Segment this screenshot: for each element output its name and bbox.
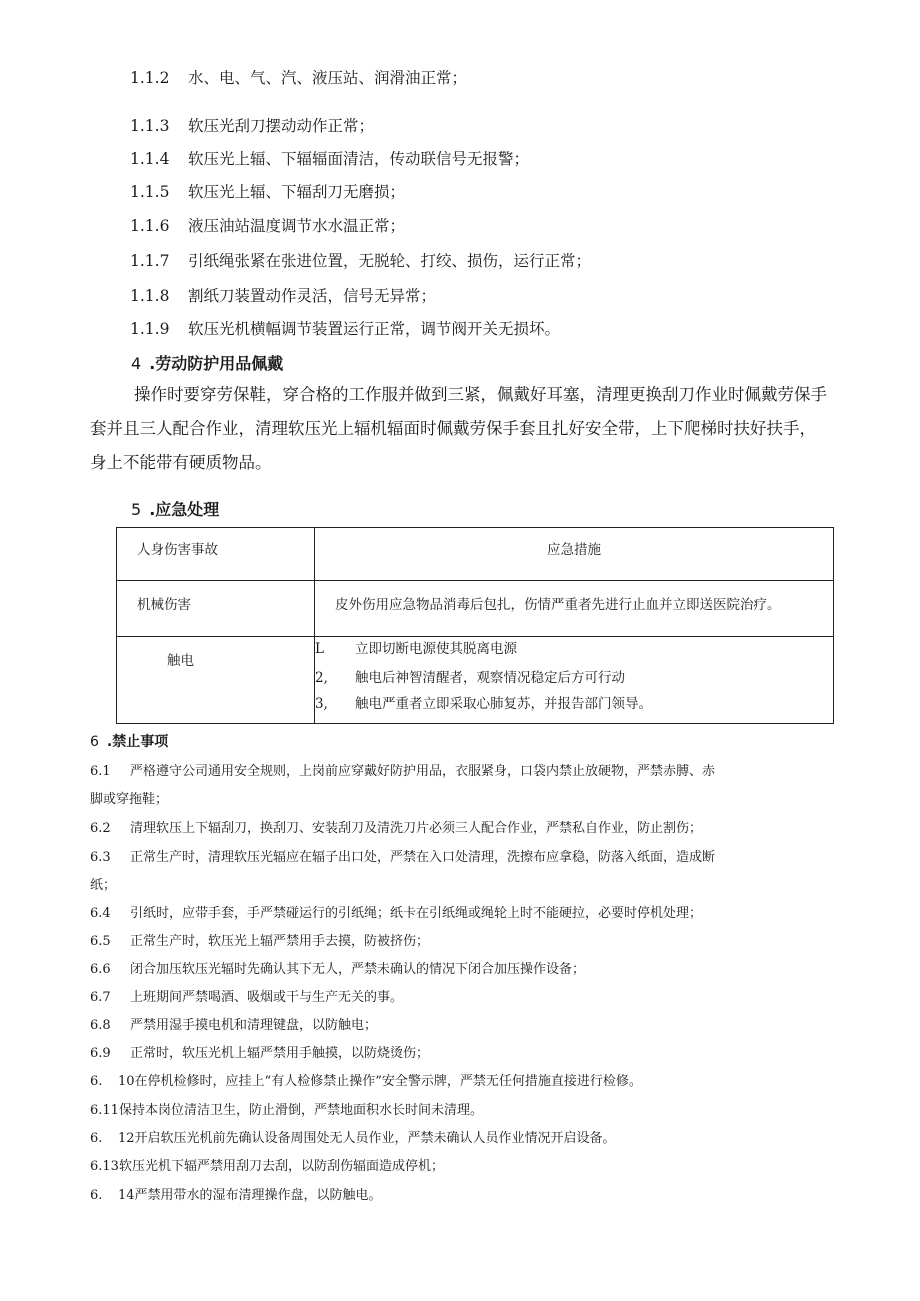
item-number: 6.4 [90,906,111,921]
header-cell: 人身伤害事故 [117,528,315,581]
injury-type-cell: 触电 [117,637,315,724]
item-text: 严禁用湿手摸电机和清理键盘，以防触电； [130,1018,378,1033]
section-title: .劳动防护用品佩戴 [149,354,284,373]
item-number: 1.1.8 [130,287,170,305]
item-number: 6.1 [90,764,111,779]
item-text: 14严禁用带水的湿布清理操作盘，以防触电。 [118,1188,382,1203]
item-number: 6.7 [90,990,111,1005]
prohibition-item [90,902,702,921]
measure-cell: 皮外伤用应急物品消毒后包扎，伤情严重者先进行止血并立即送医院治疗。 [315,581,834,637]
checklist-item [130,284,436,306]
item-number: 1.1.6 [130,217,170,235]
item-text: 正常生产时，清理软压光辐应在辐子出口处，严禁在入口处清理，洗擦布应拿稳，防落入纸面，造成断 [130,850,716,865]
step-text: 立即切断电源使其脱离电源 [355,641,517,657]
paragraph-line: 套并且三人配合作业，清理软压光上辐机辐面时佩戴劳保手套且扎好安全带，上下爬梯时扶好扶手， [90,419,816,438]
item-number: 6. [90,1131,103,1146]
checklist-item [130,317,560,339]
prohibition-item [90,1014,377,1033]
prohibition-continuation: 纸； [90,878,117,893]
checklist-item [130,147,529,169]
item-text: 12开启软压光机前先确认设备周围处无人员作业，严禁未确认人员作业情况开启设备。 [118,1131,616,1146]
prohibition-item: 6.13软压光机下辐严禁用刮刀去刮，以防刮伤辐面造成停机； [90,1159,444,1174]
checklist-item [130,249,591,271]
checklist-item [130,66,467,88]
item-text: 软压光上辐、下辐辐面清洁，传动联信号无报警； [188,150,530,168]
measure-cell [315,637,834,724]
prohibition-item [90,958,585,977]
step-mark: L [315,641,324,657]
injury-type-cell: 机械伤害 [117,581,315,637]
prohibition-item [90,760,715,779]
ppe-paragraph [90,378,860,480]
item-number: 6. [90,1188,103,1203]
section-number: 4 [131,354,142,373]
item-text: 严格遵守公司通用安全规则，上岗前应穿戴好防护用品，衣服紧身，口袋内禁止放硬物，严禁赤膊、赤 [130,764,716,779]
step-mark: 3, [315,696,328,712]
measure-step [315,691,833,717]
item-number: 6.3 [90,850,111,865]
item-text: 液压油站温度调节水水温正常； [188,217,406,235]
table-header-row [117,528,834,581]
item-number: 6.5 [90,934,111,949]
item-number: 1.1.9 [130,320,170,338]
item-number: 6.2 [90,821,111,836]
measure-step [315,639,833,665]
item-text: 正常生产时，软压光上辐严禁用手去摸，防被挤伤； [130,934,430,949]
prohibition-item [90,930,429,949]
paragraph-line: 身上不能带有硬质物品。 [90,453,272,472]
prohibition-item [90,817,702,836]
header-cell: 应急措施 [315,528,834,581]
item-number: 6. [90,1074,103,1089]
section-heading [131,351,283,374]
item-text: 软压光机横幅调节装置运行正常，调节阀开关无损坏。 [188,320,561,338]
item-number: 1.1.7 [130,252,170,270]
item-text: 闭合加压软压光辐时先确认其下无人，严禁未确认的情况下闭合加压操作设备； [130,962,586,977]
item-text: 上班期间严禁喝酒、吸烟或干与生产无关的事。 [130,990,404,1005]
prohibition-item [90,1070,642,1089]
paragraph-line: 操作时要穿劳保鞋，穿合格的工作服并做到三紧，佩戴好耳塞，清理更换刮刀作业时佩戴劳保手 [134,385,827,404]
checklist-item [130,214,405,236]
item-text: 引纸绳张紧在张进位置，无脱轮、打绞、损伤，运行正常； [188,252,592,270]
item-text: 水、电、气、汽、液压站、润滑油正常； [188,69,468,87]
table-row [117,581,834,637]
prohibition-item [90,1127,616,1146]
item-text: 清理软压上下辐刮刀，换刮刀、安装刮刀及清洗刀片必须三人配合作业，严禁私自作业，防止割伤； [130,821,703,836]
section-heading [131,497,219,520]
table-row [117,637,834,724]
item-number: 1.1.3 [130,117,170,135]
section-title: .禁止事项 [106,734,169,750]
item-text: 引纸时，应带手套，手严禁碰运行的引纸绳；纸卡在引纸绳或绳轮上时不能硬拉，必要时停机处理； [130,906,703,921]
prohibition-item [90,1184,382,1203]
item-number: 1.1.2 [130,69,170,87]
step-mark: 2, [315,670,328,686]
item-text: 正常时，软压光机上辐严禁用手触摸，以防烧烫伤； [130,1046,430,1061]
emergency-table [116,527,834,724]
step-text: 触电严重者立即采取心肺复苏，并报告部门领导。 [355,696,652,712]
prohibition-continuation: 脚或穿拖鞋； [90,792,169,807]
section-heading [90,731,168,751]
item-text: 软压光刮刀摆动动作正常； [188,117,375,135]
checklist-item [130,180,405,202]
item-number: 6.6 [90,962,111,977]
prohibition-item [90,846,715,865]
section-number: 5 [131,500,142,519]
checklist-item [130,114,374,136]
item-text: 10在停机检修时，应挂上“有人检修禁止操作”安全警示牌，严禁无任何措施直接进行检修。 [118,1074,642,1089]
item-text: 割纸刀装置动作灵活，信号无异常； [188,287,437,305]
prohibition-item [90,1042,429,1061]
prohibition-item [90,986,403,1005]
step-text: 触电后神智清醒者，观察情况稳定后方可行动 [355,670,625,686]
item-number: 1.1.5 [130,183,170,201]
measure-step [315,665,833,691]
prohibition-item: 6.11保持本岗位清洁卫生，防止滑倒，严禁地面积水长时间未清理。 [90,1103,483,1118]
item-text: 软压光上辐、下辐刮刀无磨损； [188,183,406,201]
section-title: .应急处理 [149,500,220,519]
item-number: 1.1.4 [130,150,170,168]
item-number: 6.8 [90,1018,111,1033]
item-number: 6.9 [90,1046,111,1061]
section-number: 6 [90,734,99,750]
